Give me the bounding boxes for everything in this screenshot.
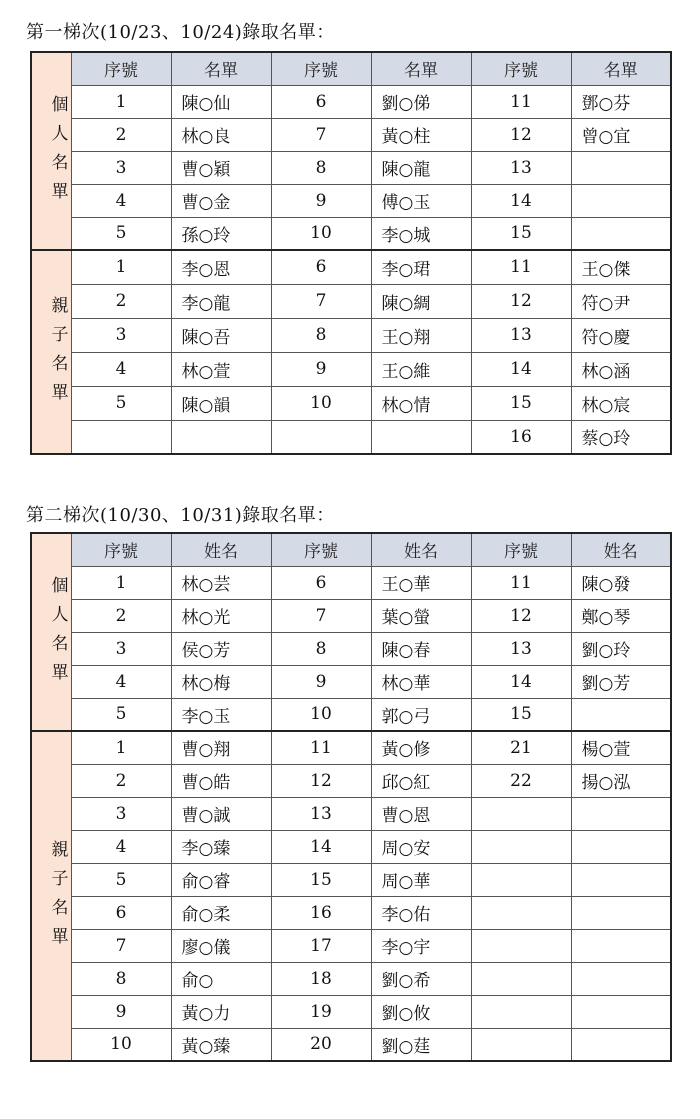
- table-row: [31, 386, 671, 420]
- seq-cell: 1: [71, 85, 171, 118]
- group-label-family: 親子名單: [31, 250, 71, 454]
- name-cell: 蔡○玲: [571, 420, 671, 454]
- seq-cell: 6: [71, 896, 171, 929]
- name-cell: 曾○宜: [571, 118, 671, 151]
- seq-cell: 17: [271, 929, 371, 962]
- seq-cell: 12: [471, 599, 571, 632]
- table-row: [31, 85, 671, 118]
- name-cell: 曹○皓: [171, 764, 271, 797]
- seq-cell: [471, 995, 571, 1028]
- name-cell: [571, 217, 671, 250]
- name-cell: 林○梅: [171, 665, 271, 698]
- table-row: [31, 632, 671, 665]
- seq-cell: 11: [471, 566, 571, 599]
- seq-cell: 11: [271, 731, 371, 764]
- table-row: [31, 929, 671, 962]
- name-cell: [171, 420, 271, 454]
- seq-cell: 16: [471, 420, 571, 454]
- name-cell: [571, 962, 671, 995]
- header-seq: 序號: [71, 52, 171, 85]
- seq-cell: 2: [71, 118, 171, 151]
- name-cell: 黃○修: [371, 731, 471, 764]
- batch1-tbody: [31, 52, 671, 454]
- name-cell: 劉○芳: [571, 665, 671, 698]
- seq-cell: 1: [71, 250, 171, 284]
- seq-cell: [471, 863, 571, 896]
- table-row: [31, 731, 671, 764]
- seq-cell: 10: [271, 386, 371, 420]
- seq-cell: 7: [271, 118, 371, 151]
- seq-cell: 7: [271, 284, 371, 318]
- name-cell: 陳○春: [371, 632, 471, 665]
- seq-cell: [471, 797, 571, 830]
- seq-cell: [471, 929, 571, 962]
- name-cell: 曹○金: [171, 184, 271, 217]
- table-row: [31, 665, 671, 698]
- table-row: [31, 184, 671, 217]
- header-seq: 序號: [471, 533, 571, 566]
- seq-cell: 16: [271, 896, 371, 929]
- seq-cell: 15: [271, 863, 371, 896]
- name-cell: 李○城: [371, 217, 471, 250]
- seq-cell: 15: [471, 386, 571, 420]
- seq-cell: 14: [471, 665, 571, 698]
- name-cell: [571, 830, 671, 863]
- seq-cell: [71, 420, 171, 454]
- seq-cell: 9: [271, 352, 371, 386]
- name-cell: 劉○莛: [371, 1028, 471, 1061]
- seq-cell: 9: [271, 665, 371, 698]
- seq-cell: 8: [71, 962, 171, 995]
- name-cell: 李○龍: [171, 284, 271, 318]
- name-cell: 楊○萱: [571, 731, 671, 764]
- seq-cell: 4: [71, 352, 171, 386]
- group-label-individual: 個人名單: [31, 52, 71, 250]
- name-cell: 符○慶: [571, 318, 671, 352]
- seq-cell: 6: [271, 85, 371, 118]
- header-seq: 序號: [271, 52, 371, 85]
- name-cell: 周○華: [371, 863, 471, 896]
- seq-cell: 12: [471, 284, 571, 318]
- seq-cell: [471, 962, 571, 995]
- name-cell: 葉○螢: [371, 599, 471, 632]
- seq-cell: 14: [271, 830, 371, 863]
- name-cell: 孫○玲: [171, 217, 271, 250]
- name-cell: [571, 151, 671, 184]
- table-row: [31, 566, 671, 599]
- name-cell: 陳○韻: [171, 386, 271, 420]
- seq-cell: 21: [471, 731, 571, 764]
- name-cell: 周○安: [371, 830, 471, 863]
- table-row: [31, 217, 671, 250]
- name-cell: [571, 797, 671, 830]
- seq-cell: [471, 896, 571, 929]
- seq-cell: 13: [471, 632, 571, 665]
- seq-cell: 12: [471, 118, 571, 151]
- name-cell: 劉○希: [371, 962, 471, 995]
- header-name: 姓名: [371, 533, 471, 566]
- name-cell: 俞○睿: [171, 863, 271, 896]
- name-cell: 林○情: [371, 386, 471, 420]
- name-cell: [571, 1028, 671, 1061]
- seq-cell: [271, 420, 371, 454]
- seq-cell: 8: [271, 151, 371, 184]
- group-label-family: 親子名單: [31, 731, 71, 1061]
- header-name: 姓名: [571, 533, 671, 566]
- name-cell: 曹○恩: [371, 797, 471, 830]
- seq-cell: 2: [71, 764, 171, 797]
- header-seq: 序號: [71, 533, 171, 566]
- seq-cell: 3: [71, 318, 171, 352]
- seq-cell: 6: [271, 250, 371, 284]
- name-cell: 王○翔: [371, 318, 471, 352]
- seq-cell: 18: [271, 962, 371, 995]
- seq-cell: 7: [271, 599, 371, 632]
- seq-cell: 4: [71, 184, 171, 217]
- seq-cell: 10: [271, 217, 371, 250]
- seq-cell: 7: [71, 929, 171, 962]
- name-cell: 陳○龍: [371, 151, 471, 184]
- seq-cell: 5: [71, 863, 171, 896]
- name-cell: 林○涵: [571, 352, 671, 386]
- seq-cell: 1: [71, 731, 171, 764]
- seq-cell: 20: [271, 1028, 371, 1061]
- header-name: 名單: [371, 52, 471, 85]
- name-cell: [571, 995, 671, 1028]
- header-row: [31, 533, 671, 566]
- name-cell: 林○芸: [171, 566, 271, 599]
- name-cell: 王○維: [371, 352, 471, 386]
- header-seq: 序號: [471, 52, 571, 85]
- name-cell: 郭○弓: [371, 698, 471, 731]
- table-row: [31, 250, 671, 284]
- name-cell: 揚○泓: [571, 764, 671, 797]
- name-cell: 陳○綢: [371, 284, 471, 318]
- seq-cell: 13: [271, 797, 371, 830]
- seq-cell: 14: [471, 184, 571, 217]
- name-cell: 李○恩: [171, 250, 271, 284]
- table-row: [31, 764, 671, 797]
- name-cell: 俞○柔: [171, 896, 271, 929]
- table-row: [31, 352, 671, 386]
- name-cell: 林○良: [171, 118, 271, 151]
- name-cell: 曹○翔: [171, 731, 271, 764]
- name-cell: 李○珺: [371, 250, 471, 284]
- batch2-table: [30, 532, 672, 1062]
- seq-cell: 10: [71, 1028, 171, 1061]
- seq-cell: 1: [71, 566, 171, 599]
- name-cell: 鄭○琴: [571, 599, 671, 632]
- name-cell: 劉○玲: [571, 632, 671, 665]
- seq-cell: 3: [71, 632, 171, 665]
- header-name: 名單: [571, 52, 671, 85]
- seq-cell: 8: [271, 318, 371, 352]
- name-cell: 陳○吾: [171, 318, 271, 352]
- name-cell: 黃○力: [171, 995, 271, 1028]
- name-cell: 王○華: [371, 566, 471, 599]
- name-cell: 鄧○芬: [571, 85, 671, 118]
- name-cell: 傅○玉: [371, 184, 471, 217]
- name-cell: 林○光: [171, 599, 271, 632]
- name-cell: 俞○: [171, 962, 271, 995]
- name-cell: [571, 896, 671, 929]
- table-row: [31, 797, 671, 830]
- name-cell: 黃○柱: [371, 118, 471, 151]
- seq-cell: 2: [71, 284, 171, 318]
- name-cell: 曹○誠: [171, 797, 271, 830]
- batch1-title: 第一梯次(10/23、10/24)錄取名單：: [26, 22, 335, 43]
- seq-cell: 3: [71, 797, 171, 830]
- name-cell: 林○宸: [571, 386, 671, 420]
- name-cell: 曹○穎: [171, 151, 271, 184]
- batch2-title: 第二梯次(10/30、10/31)錄取名單：: [26, 505, 335, 526]
- seq-cell: 4: [71, 830, 171, 863]
- seq-cell: 9: [271, 184, 371, 217]
- seq-cell: 3: [71, 151, 171, 184]
- batch1-table: [30, 51, 672, 455]
- table-row: [31, 420, 671, 454]
- name-cell: 陳○發: [571, 566, 671, 599]
- batch2-tbody: [31, 533, 671, 1061]
- table-row: [31, 830, 671, 863]
- table-row: [31, 698, 671, 731]
- table-row: [31, 318, 671, 352]
- header-row: [31, 52, 671, 85]
- seq-cell: 19: [271, 995, 371, 1028]
- name-cell: 林○萱: [171, 352, 271, 386]
- name-cell: 陳○仙: [171, 85, 271, 118]
- name-cell: 邱○紅: [371, 764, 471, 797]
- group-label-individual: 個人名單: [31, 533, 71, 731]
- seq-cell: 9: [71, 995, 171, 1028]
- name-cell: [571, 863, 671, 896]
- seq-cell: 5: [71, 386, 171, 420]
- name-cell: [371, 420, 471, 454]
- name-cell: 林○華: [371, 665, 471, 698]
- name-cell: 廖○儀: [171, 929, 271, 962]
- seq-cell: 4: [71, 665, 171, 698]
- seq-cell: 8: [271, 632, 371, 665]
- name-cell: [571, 184, 671, 217]
- seq-cell: 15: [471, 217, 571, 250]
- seq-cell: 11: [471, 85, 571, 118]
- table-row: [31, 151, 671, 184]
- seq-cell: 5: [71, 698, 171, 731]
- seq-cell: 11: [471, 250, 571, 284]
- seq-cell: 15: [471, 698, 571, 731]
- name-cell: 李○佑: [371, 896, 471, 929]
- name-cell: 李○玉: [171, 698, 271, 731]
- header-name: 姓名: [171, 533, 271, 566]
- seq-cell: 2: [71, 599, 171, 632]
- table-row: [31, 995, 671, 1028]
- table-row: [31, 1028, 671, 1061]
- seq-cell: [471, 1028, 571, 1061]
- table-row: [31, 962, 671, 995]
- seq-cell: 22: [471, 764, 571, 797]
- seq-cell: 14: [471, 352, 571, 386]
- seq-cell: [471, 830, 571, 863]
- table-row: [31, 599, 671, 632]
- table-row: [31, 863, 671, 896]
- name-cell: 李○宇: [371, 929, 471, 962]
- seq-cell: 10: [271, 698, 371, 731]
- seq-cell: 13: [471, 151, 571, 184]
- name-cell: 符○尹: [571, 284, 671, 318]
- name-cell: 黃○臻: [171, 1028, 271, 1061]
- name-cell: [571, 929, 671, 962]
- name-cell: 劉○攸: [371, 995, 471, 1028]
- name-cell: 劉○俤: [371, 85, 471, 118]
- seq-cell: 13: [471, 318, 571, 352]
- table-row: [31, 896, 671, 929]
- name-cell: [571, 698, 671, 731]
- name-cell: 侯○芳: [171, 632, 271, 665]
- table-row: [31, 118, 671, 151]
- header-name: 名單: [171, 52, 271, 85]
- name-cell: 李○臻: [171, 830, 271, 863]
- name-cell: 王○傑: [571, 250, 671, 284]
- header-seq: 序號: [271, 533, 371, 566]
- table-row: [31, 284, 671, 318]
- seq-cell: 6: [271, 566, 371, 599]
- seq-cell: 5: [71, 217, 171, 250]
- seq-cell: 12: [271, 764, 371, 797]
